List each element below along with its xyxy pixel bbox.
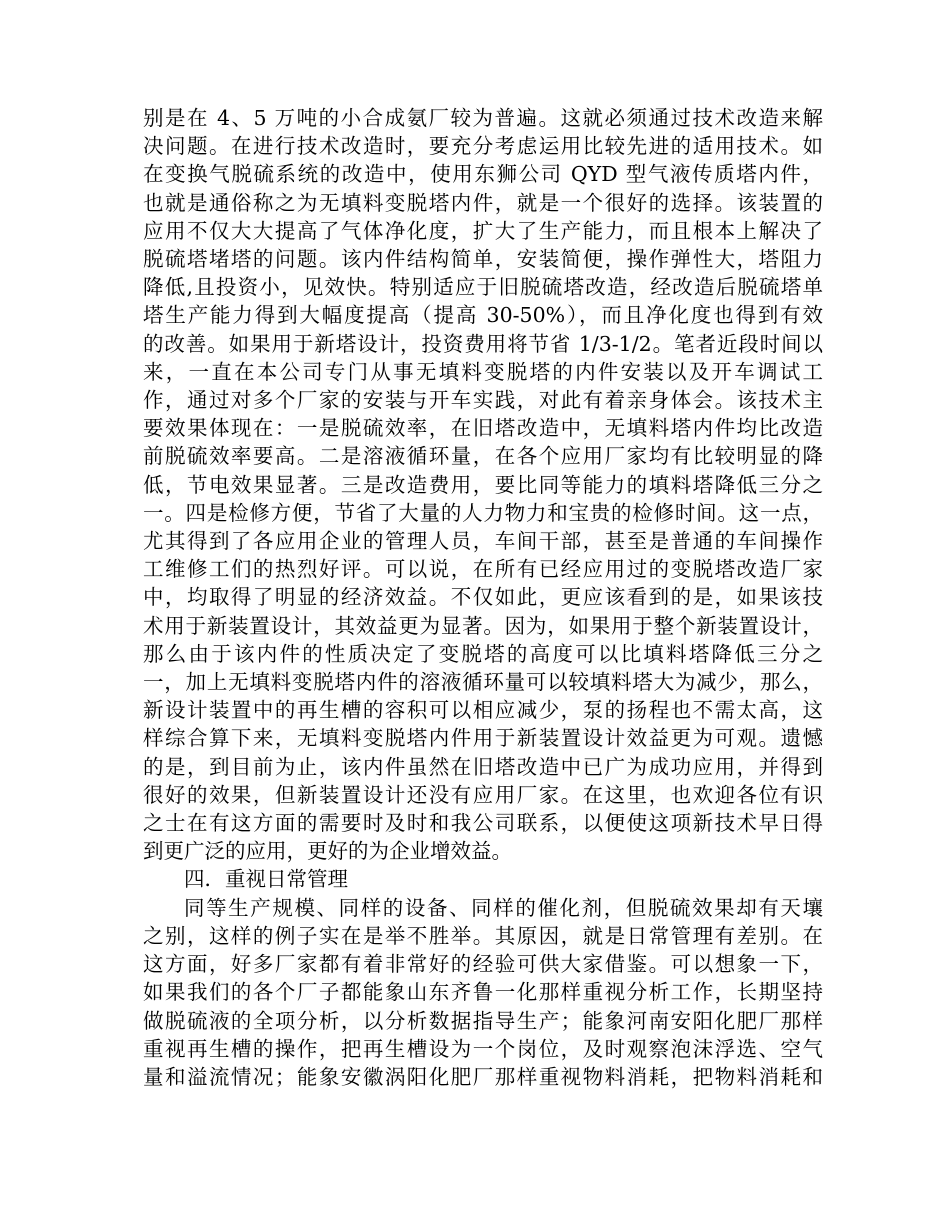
text-line: 样综合算下来，无填料变脱塔内件用于新装置设计效益更为可观。遗憾 xyxy=(143,726,823,751)
text-line: 别是在 4、5 万吨的小合成氨厂较为普遍。这就必须通过技术改造来解 xyxy=(143,106,823,130)
text-line: 在变换气脱硫系统的改造中，使用东狮公司 QYD 型气液传质塔内件， xyxy=(143,162,823,187)
section-heading-daily-management xyxy=(143,865,823,893)
text-line: 同等生产规模、同样的设备、同样的催化剂，但脱硫效果却有天壤 xyxy=(184,895,823,920)
text-line: 尤其得到了各应用企业的管理人员，车间干部，甚至是普通的车间操作 xyxy=(143,529,823,554)
text-line: 脱硫塔堵塔的问题。该内件结构简单，安装简便，操作弹性大，塔阻力 xyxy=(143,247,823,272)
text-line: 那么由于该内件的性质决定了变脱塔的高度可以比填料塔降低三分之 xyxy=(143,641,823,666)
text-line: 做脱硫液的全项分析，以分析数据指导生产；能象河南安阳化肥厂那样 xyxy=(143,1008,823,1033)
document-page xyxy=(143,104,823,1091)
text-line: 的是，到目前为止，该内件虽然在旧塔改造中已广为成功应用，并得到 xyxy=(143,754,823,779)
text-line: 降低,且投资小，见效快。特别适应于旧脱硫塔改造，经改造后脱硫塔单 xyxy=(143,275,823,300)
text-line: 一。四是检修方便，节省了大量的人力物力和宝贵的检修时间。这一点， xyxy=(143,500,823,525)
text-line: 要效果体现在：一是脱硫效率，在旧塔改造中，无填料塔内件均比改造 xyxy=(143,416,823,441)
text-line: 一，加上无填料变脱塔内件的溶液循环量可以较填料塔大为减少，那么， xyxy=(143,670,823,695)
text-line: 决问题。在进行技术改造时，要充分考虑运用比较先进的适用技术。如 xyxy=(143,134,823,159)
text-line: 很好的效果，但新装置设计还没有应用厂家。在这里，也欢迎各位有识 xyxy=(143,782,823,807)
text-line: 前脱硫效率要高。二是溶液循环量，在各个应用厂家均有比较明显的降 xyxy=(143,444,823,469)
text-line: 量和溢流情况；能象安徽涡阳化肥厂那样重视物料消耗，把物料消耗和 xyxy=(143,1064,823,1089)
text-line: 工维修工们的热烈好评。可以说，在所有已经应用过的变脱塔改造厂家 xyxy=(143,557,823,582)
text-line: 也就是通俗称之为无填料变脱塔内件，就是一个很好的选择。该装置的 xyxy=(143,190,823,215)
text-line: 应用不仅大大提高了气体净化度，扩大了生产能力，而且根本上解决了 xyxy=(143,218,823,243)
text-line: 塔生产能力得到大幅度提高（提高 30-50%），而且净化度也得到有效 xyxy=(143,303,823,328)
text-line: 之士在有这方面的需要时及时和我公司联系，以便使这项新技术早日得 xyxy=(143,811,823,836)
section-heading: 四．重视日常管理 xyxy=(184,867,348,892)
paragraph-technical-retrofit xyxy=(143,104,823,865)
text-line: 作，通过对多个厂家的安装与开车实践，对此有着亲身体会。该技术主 xyxy=(143,388,823,413)
text-line: 新设计装置中的再生槽的容积可以相应减少，泵的扬程也不需太高，这 xyxy=(143,698,823,723)
text-line: 这方面，好多厂家都有着非常好的经验可供大家借鉴。可以想象一下， xyxy=(143,952,823,977)
text-line: 到更广泛的应用，更好的为企业增效益。 xyxy=(143,839,512,864)
text-line: 的改善。如果用于新塔设计，投资费用将节省 1/3-1/2。笔者近段时间以 xyxy=(143,331,823,356)
text-line: 重视再生槽的操作，把再生槽设为一个岗位，及时观察泡沫浮选、空气 xyxy=(143,1036,823,1061)
text-line: 之别，这样的例子实在是举不胜举。其原因，就是日常管理有差别。在 xyxy=(143,923,823,948)
text-line: 来，一直在本公司专门从事无填料变脱塔的内件安装以及开车调试工 xyxy=(143,359,823,384)
text-line: 中，均取得了明显的经济效益。不仅如此，更应该看到的是，如果该技 xyxy=(143,585,823,610)
text-line: 如果我们的各个厂子都能象山东齐鲁一化那样重视分析工作，长期坚持 xyxy=(143,980,823,1005)
text-line: 低，节电效果显著。三是改造费用，要比同等能力的填料塔降低三分之 xyxy=(143,472,823,497)
text-line: 术用于新装置设计，其效益更为显著。因为，如果用于整个新装置设计， xyxy=(143,613,823,638)
paragraph-daily-management xyxy=(143,894,823,1091)
